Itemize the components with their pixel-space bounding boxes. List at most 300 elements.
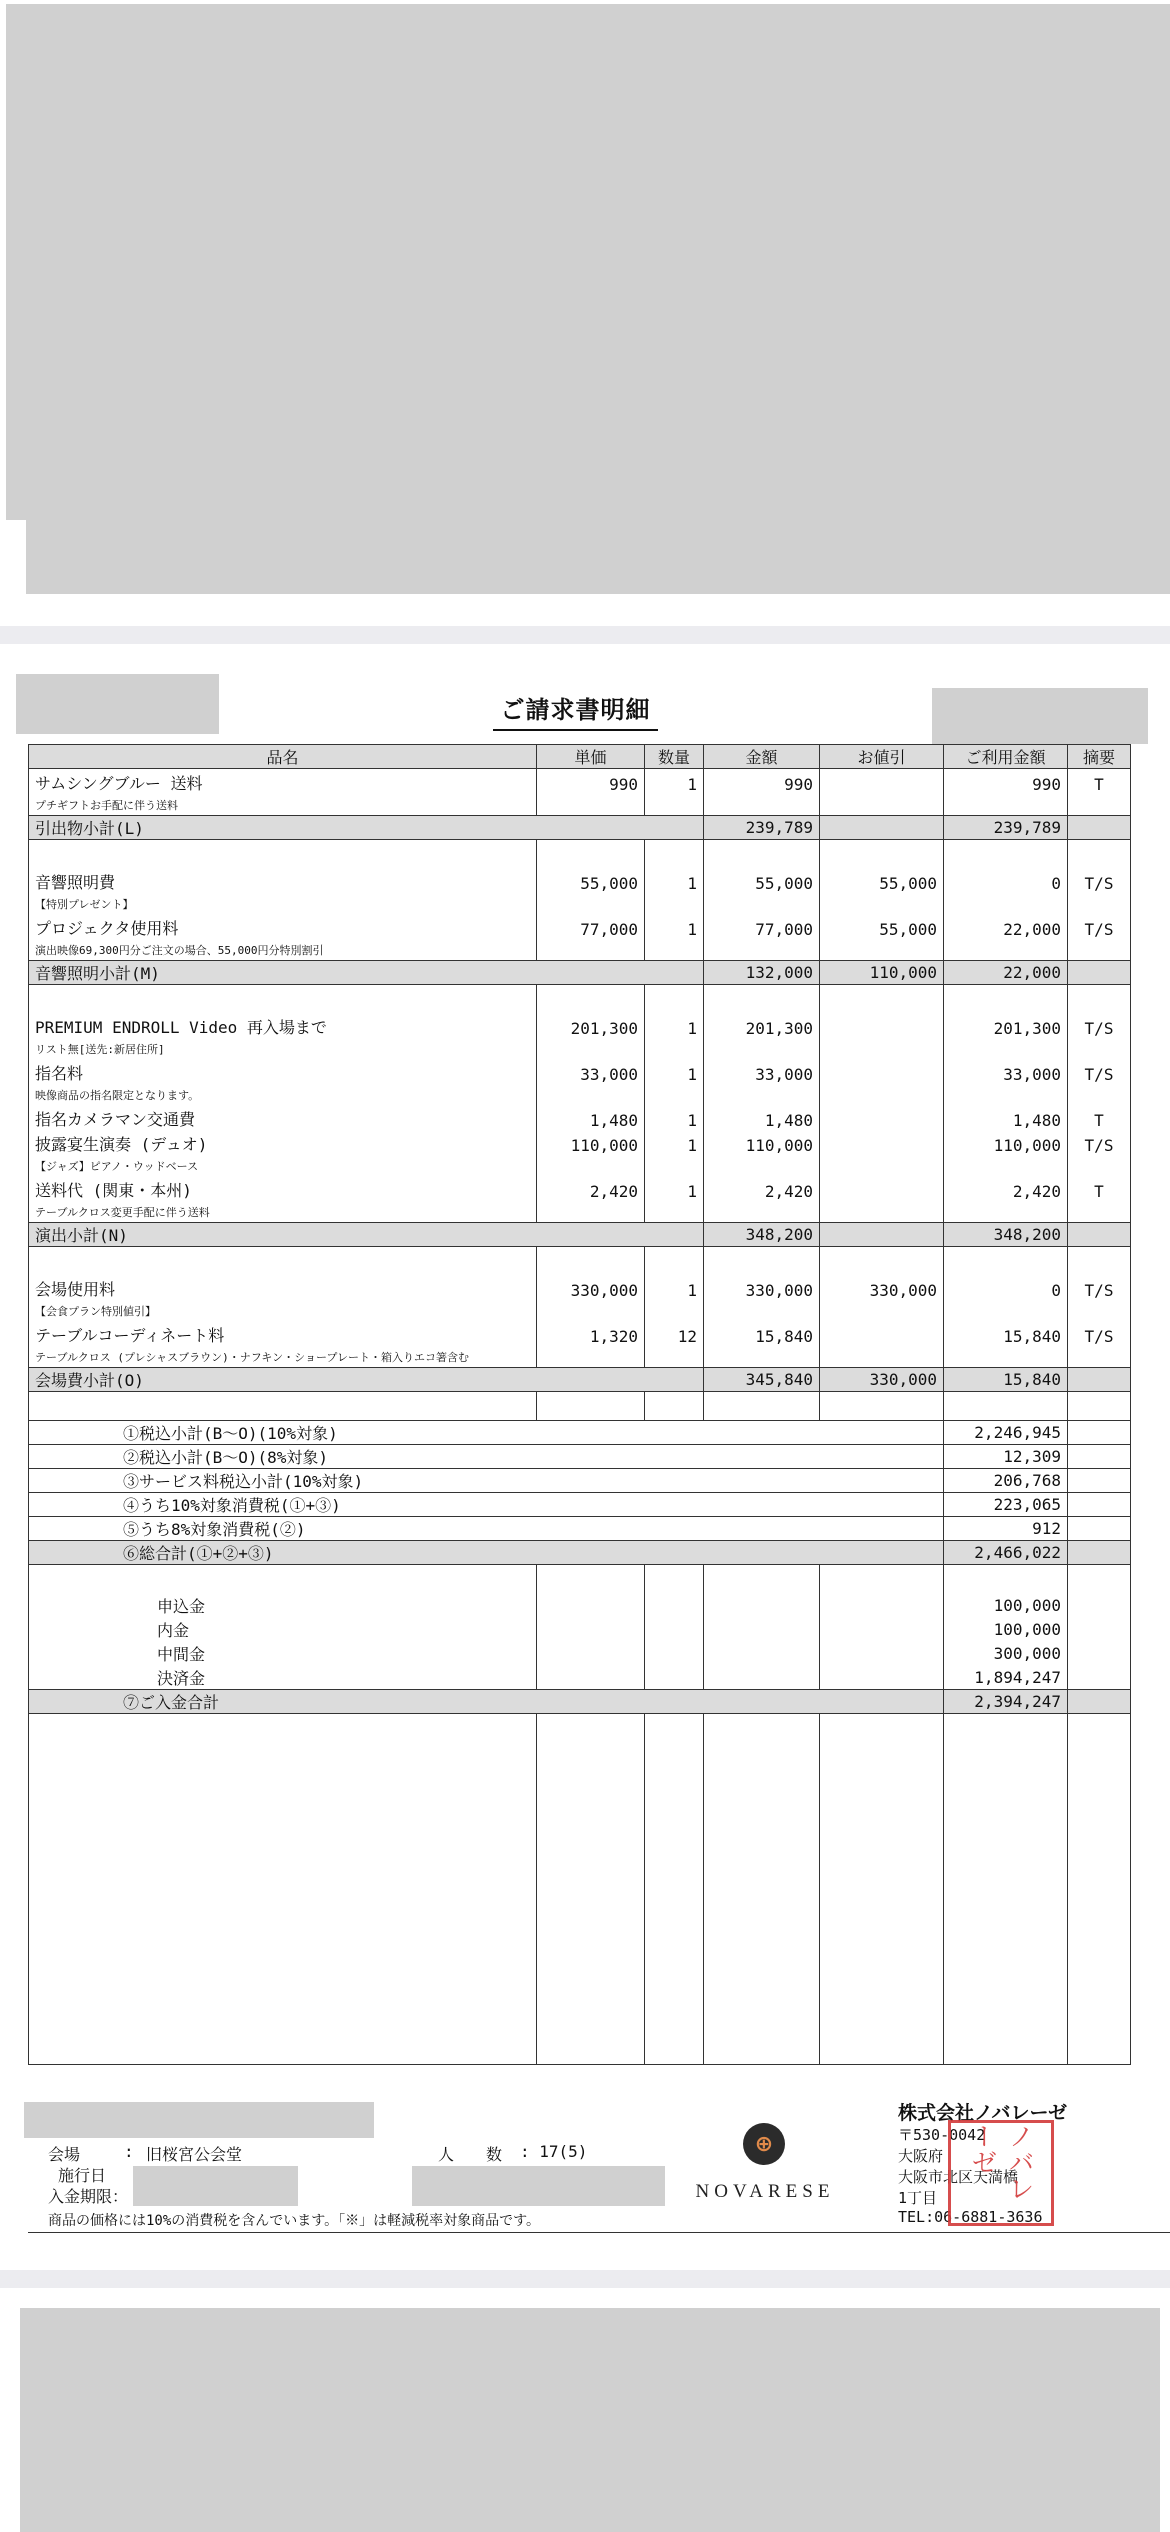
tax-total-row (29, 1541, 1131, 1565)
empty-cell (820, 1617, 944, 1641)
redacted-date (133, 2166, 298, 2206)
empty-cell (944, 1714, 1068, 2065)
venue-colon: : (124, 2142, 134, 2161)
item-note: 演出映像69,300円分ご注文の場合、55,000円分特別割引 (29, 939, 537, 961)
redacted-block-top (6, 4, 1170, 520)
empty-cell (704, 1392, 820, 1421)
item-discount (820, 1176, 944, 1201)
empty-cell (1068, 816, 1131, 840)
item-note: リスト無[送先:新居住所] (29, 1038, 537, 1059)
subtotal-amount: 345,840 (704, 1368, 820, 1392)
item-amount: 990 (704, 769, 820, 795)
item-name: 指名料 (29, 1059, 537, 1084)
due-label: 入金期限： (48, 2187, 129, 2206)
company-seal-stamp: ノバレーゼ (948, 2120, 1054, 2226)
empty-cell (704, 1155, 820, 1176)
empty-cell (1068, 961, 1131, 985)
company-tel: TEL:06-6881-3636 (898, 2208, 1043, 2226)
item-code: T/S (1068, 1013, 1131, 1038)
item-unit-price: 201,300 (537, 1013, 645, 1038)
empty-cell (537, 794, 645, 816)
empty-cell (29, 1714, 537, 2065)
empty-cell (537, 1565, 645, 1594)
empty-cell (537, 1346, 645, 1368)
item-code: T/S (1068, 1275, 1131, 1300)
redacted-block-bottom (20, 2308, 1160, 2532)
empty-cell (704, 1665, 820, 1690)
subtotal-discount: 110,000 (820, 961, 944, 985)
empty-cell (645, 1714, 704, 2065)
footer-rule (28, 2232, 1170, 2233)
empty-cell (820, 985, 944, 1014)
tax-total-value: 223,065 (944, 1493, 1068, 1517)
empty-cell (704, 939, 820, 961)
empty-cell (1068, 1517, 1131, 1541)
empty-cell (645, 1617, 704, 1641)
subtotal-row (29, 1223, 1131, 1247)
empty-cell (1068, 1223, 1131, 1247)
empty-cell (645, 1155, 704, 1176)
line-item-row (29, 868, 1131, 893)
item-note-row (29, 893, 1131, 914)
column-header: お値引 (820, 745, 944, 769)
tax-notice: 商品の価格には10%の消費税を含んでいます。「※」は軽減税率対象商品です。 (48, 2213, 541, 2229)
item-note-row (29, 794, 1131, 816)
subtotal-row (29, 961, 1131, 985)
item-unit-price: 33,000 (537, 1059, 645, 1084)
empty-cell (704, 1346, 820, 1368)
empty-cell (944, 985, 1068, 1014)
item-amount: 330,000 (704, 1275, 820, 1300)
item-quantity: 1 (645, 914, 704, 939)
item-discount (820, 1059, 944, 1084)
payment-total-label: ⑦ご入金合計 (29, 1690, 944, 1714)
item-code: T (1068, 1105, 1131, 1130)
item-total: 0 (944, 1275, 1068, 1300)
subtotal-amount: 348,200 (704, 1223, 820, 1247)
empty-cell (645, 1665, 704, 1690)
empty-cell (944, 1038, 1068, 1059)
venue-label: 会場 (48, 2145, 81, 2164)
tax-total-label: ②税込小計(B～O)(8%対象) (29, 1445, 944, 1469)
empty-cell (1068, 1445, 1131, 1469)
redacted-due (412, 2166, 665, 2206)
payment-value: 1,894,247 (944, 1665, 1068, 1690)
item-amount: 55,000 (704, 868, 820, 893)
item-note-row (29, 1155, 1131, 1176)
empty-cell (820, 1714, 944, 2065)
payment-total-value: 2,394,247 (944, 1690, 1068, 1714)
empty-cell (1068, 1565, 1131, 1594)
item-discount (820, 1013, 944, 1038)
empty-cell (820, 1247, 944, 1276)
empty-cell (537, 1155, 645, 1176)
column-header: 数量 (645, 745, 704, 769)
item-code: T/S (1068, 868, 1131, 893)
item-total: 22,000 (944, 914, 1068, 939)
empty-cell (1068, 1617, 1131, 1641)
subtotal-total: 348,200 (944, 1223, 1068, 1247)
item-note-row (29, 1084, 1131, 1105)
item-name: 音響照明費 (29, 868, 537, 893)
subtotal-label: 会場費小計(O) (29, 1368, 704, 1392)
empty-cell (704, 1641, 820, 1665)
subtotal-label: 音響照明小計(M) (29, 961, 704, 985)
empty-cell (29, 1392, 537, 1421)
invoice-page (0, 650, 1170, 2265)
venue-name: 旧桜宮公会堂 (146, 2145, 243, 2164)
empty-cell (704, 1617, 820, 1641)
subtotal-label: 引出物小計(L) (29, 816, 704, 840)
empty-cell (820, 1641, 944, 1665)
item-discount: 55,000 (820, 868, 944, 893)
empty-cell (704, 1714, 820, 2065)
empty-cell (645, 1300, 704, 1321)
empty-cell (645, 794, 704, 816)
empty-cell (820, 840, 944, 869)
item-quantity: 1 (645, 1059, 704, 1084)
empty-cell (1068, 794, 1131, 816)
item-code: T/S (1068, 914, 1131, 939)
subtotal-discount (820, 816, 944, 840)
empty-cell (944, 1201, 1068, 1223)
empty-cell (645, 1084, 704, 1105)
payment-row (29, 1641, 1131, 1665)
empty-cell (645, 1392, 704, 1421)
item-amount: 77,000 (704, 914, 820, 939)
item-discount (820, 1105, 944, 1130)
subtotal-total: 239,789 (944, 816, 1068, 840)
item-total: 2,420 (944, 1176, 1068, 1201)
empty-cell (944, 794, 1068, 816)
tax-total-value: 912 (944, 1517, 1068, 1541)
item-total: 1,480 (944, 1105, 1068, 1130)
empty-cell (1068, 1247, 1131, 1276)
item-name: 披露宴生演奏 (デュオ) (29, 1130, 537, 1155)
line-item-row (29, 1321, 1131, 1346)
tax-total-row (29, 1517, 1131, 1541)
subtotal-row (29, 816, 1131, 840)
empty-cell (1068, 1368, 1131, 1392)
redacted-customer-block (16, 674, 219, 734)
item-quantity: 1 (645, 1275, 704, 1300)
empty-cell (704, 1593, 820, 1617)
line-item-row (29, 1130, 1131, 1155)
item-total: 990 (944, 769, 1068, 795)
empty-cell (29, 840, 537, 869)
company-address-2: 大阪市北区天満橋 (898, 2168, 1019, 2186)
payment-label: 申込金 (29, 1593, 537, 1617)
line-item-row (29, 914, 1131, 939)
page-separator-bottom (0, 2270, 1170, 2288)
subtotal-amount: 239,789 (704, 816, 820, 840)
company-name: 株式会社ノバレーゼ (898, 2102, 1068, 2124)
empty-cell (537, 1593, 645, 1617)
empty-cell (537, 985, 645, 1014)
empty-cell (537, 939, 645, 961)
subtotal-discount (820, 1223, 944, 1247)
empty-cell (1068, 1493, 1131, 1517)
empty-cell (704, 1300, 820, 1321)
empty-cell (537, 893, 645, 914)
item-code: T/S (1068, 1321, 1131, 1346)
empty-cell (944, 1084, 1068, 1105)
tax-total-label: ③サービス料税込小計(10%対象) (29, 1469, 944, 1493)
column-header: 摘要 (1068, 745, 1131, 769)
invoice-title: ご請求書明細 (493, 690, 658, 731)
payment-value: 100,000 (944, 1593, 1068, 1617)
item-note: テーブルクロス (プレシャスブラウン)・ナフキン・ショープレート・箱入りエコ箸含む (29, 1346, 537, 1368)
empty-cell (645, 1641, 704, 1665)
item-code: T/S (1068, 1130, 1131, 1155)
empty-cell (1068, 1201, 1131, 1223)
subtotal-total: 22,000 (944, 961, 1068, 985)
empty-cell (1068, 1714, 1131, 2065)
payment-value: 300,000 (944, 1641, 1068, 1665)
invoice-table (28, 744, 1131, 2065)
tax-total-value: 2,246,945 (944, 1421, 1068, 1445)
redacted-number-block (932, 688, 1148, 744)
payment-row (29, 1593, 1131, 1617)
item-total: 33,000 (944, 1059, 1068, 1084)
item-name: サムシングブルー 送料 (29, 769, 537, 795)
item-quantity: 1 (645, 1105, 704, 1130)
empty-cell (820, 1665, 944, 1690)
payment-value: 100,000 (944, 1617, 1068, 1641)
empty-cell (537, 1201, 645, 1223)
tax-total-label: ④うち10%対象消費税(①+③) (29, 1493, 944, 1517)
blank-row (29, 985, 1131, 1014)
empty-cell (537, 840, 645, 869)
tax-total-value: 12,309 (944, 1445, 1068, 1469)
empty-cell (1068, 1392, 1131, 1421)
empty-cell (537, 1641, 645, 1665)
item-amount: 2,420 (704, 1176, 820, 1201)
item-total: 110,000 (944, 1130, 1068, 1155)
line-item-row (29, 1059, 1131, 1084)
item-total: 201,300 (944, 1013, 1068, 1038)
item-note-row (29, 1300, 1131, 1321)
empty-cell (944, 1155, 1068, 1176)
line-item-row (29, 1176, 1131, 1201)
payment-row (29, 1665, 1131, 1690)
empty-cell (1068, 1038, 1131, 1059)
empty-cell (645, 840, 704, 869)
empty-cell (704, 1565, 820, 1594)
item-total: 0 (944, 868, 1068, 893)
empty-cell (704, 985, 820, 1014)
subtotal-total: 15,840 (944, 1368, 1068, 1392)
item-unit-price: 330,000 (537, 1275, 645, 1300)
empty-cell (645, 985, 704, 1014)
empty-cell (645, 1201, 704, 1223)
empty-cell (1068, 985, 1131, 1014)
empty-cell (944, 1392, 1068, 1421)
item-quantity: 1 (645, 1176, 704, 1201)
column-header: 単価 (537, 745, 645, 769)
empty-cell (1068, 939, 1131, 961)
empty-cell (645, 1565, 704, 1594)
redacted-footer-block (24, 2102, 374, 2138)
item-name: PREMIUM ENDROLL Video 再入場まで (29, 1013, 537, 1038)
item-unit-price: 55,000 (537, 868, 645, 893)
empty-cell (537, 1300, 645, 1321)
empty-cell (29, 985, 537, 1014)
company-address-3: 1丁目 (898, 2189, 938, 2207)
tax-total-row (29, 1445, 1131, 1469)
line-item-row (29, 1105, 1131, 1130)
empty-cell (1068, 893, 1131, 914)
empty-cell (944, 939, 1068, 961)
item-unit-price: 1,320 (537, 1321, 645, 1346)
item-discount (820, 1321, 944, 1346)
table-body (29, 769, 1131, 2065)
empty-cell (537, 1038, 645, 1059)
tax-total-label: ①税込小計(B～O)(10%対象) (29, 1421, 944, 1445)
empty-cell (645, 1247, 704, 1276)
item-discount: 55,000 (820, 914, 944, 939)
empty-cell (645, 1346, 704, 1368)
item-amount: 1,480 (704, 1105, 820, 1130)
tax-total-value: 2,466,022 (944, 1541, 1068, 1565)
item-amount: 33,000 (704, 1059, 820, 1084)
tax-total-label: ⑤うち8%対象消費税(②) (29, 1517, 944, 1541)
empty-cell (820, 1155, 944, 1176)
payment-total-row (29, 1690, 1131, 1714)
empty-cell (1068, 1469, 1131, 1493)
empty-cell (1068, 840, 1131, 869)
empty-cell (820, 1201, 944, 1223)
payment-row (29, 1617, 1131, 1641)
item-note-row (29, 1038, 1131, 1059)
tax-total-row (29, 1493, 1131, 1517)
item-unit-price: 1,480 (537, 1105, 645, 1130)
item-unit-price: 110,000 (537, 1130, 645, 1155)
date-label: 施行日 (58, 2166, 107, 2185)
empty-cell (820, 1038, 944, 1059)
empty-cell (1068, 1346, 1131, 1368)
tax-total-row (29, 1421, 1131, 1445)
empty-cell (704, 840, 820, 869)
empty-cell (645, 1038, 704, 1059)
item-discount (820, 769, 944, 795)
table-header (29, 745, 1131, 769)
line-item-row (29, 1013, 1131, 1038)
blank-row (29, 1714, 1131, 2065)
item-discount: 330,000 (820, 1275, 944, 1300)
item-unit-price: 77,000 (537, 914, 645, 939)
line-item-row (29, 1275, 1131, 1300)
item-unit-price: 2,420 (537, 1176, 645, 1201)
empty-cell (944, 1346, 1068, 1368)
blank-row (29, 1392, 1131, 1421)
empty-cell (537, 1392, 645, 1421)
item-quantity: 1 (645, 1130, 704, 1155)
empty-cell (537, 1247, 645, 1276)
subtotal-amount: 132,000 (704, 961, 820, 985)
item-note: 【ジャズ】ピアノ・ウッドベース (29, 1155, 537, 1176)
item-quantity: 1 (645, 1013, 704, 1038)
brand-name: NOVARESE (695, 2181, 835, 2202)
empty-cell (1068, 1421, 1131, 1445)
column-header: 品名 (29, 745, 537, 769)
company-address-1: 大阪府 (898, 2147, 944, 2165)
empty-cell (537, 1714, 645, 2065)
item-name: プロジェクタ使用料 (29, 914, 537, 939)
empty-cell (704, 794, 820, 816)
item-name: 指名カメラマン交通費 (29, 1105, 537, 1130)
empty-cell (29, 1247, 537, 1276)
item-quantity: 1 (645, 769, 704, 795)
empty-cell (704, 1038, 820, 1059)
item-amount: 15,840 (704, 1321, 820, 1346)
empty-cell (537, 1617, 645, 1641)
empty-cell (1068, 1541, 1131, 1565)
empty-cell (1068, 1593, 1131, 1617)
item-note-row (29, 1346, 1131, 1368)
subtotal-row (29, 1368, 1131, 1392)
empty-cell (944, 840, 1068, 869)
item-note: 【特別プレゼント】 (29, 893, 537, 914)
item-note: 映像商品の指名限定となります。 (29, 1084, 537, 1105)
item-code: T (1068, 769, 1131, 795)
empty-cell (1068, 1665, 1131, 1690)
tax-total-label: ⑥総合計(①+②+③) (29, 1541, 944, 1565)
item-note: 【会食プラン特別値引】 (29, 1300, 537, 1321)
empty-cell (820, 1300, 944, 1321)
subtotal-label: 演出小計(N) (29, 1223, 704, 1247)
item-quantity: 1 (645, 868, 704, 893)
empty-cell (645, 1593, 704, 1617)
empty-cell (820, 1346, 944, 1368)
item-note-row (29, 939, 1131, 961)
empty-cell (820, 893, 944, 914)
item-amount: 110,000 (704, 1130, 820, 1155)
people-label: 人 数 (438, 2145, 503, 2164)
payment-label: 内金 (29, 1617, 537, 1641)
empty-cell (944, 1300, 1068, 1321)
empty-cell (820, 1084, 944, 1105)
item-discount (820, 1130, 944, 1155)
empty-cell (1068, 1084, 1131, 1105)
blank-row (29, 1247, 1131, 1276)
empty-cell (820, 1593, 944, 1617)
empty-cell (820, 939, 944, 961)
item-code: T (1068, 1176, 1131, 1201)
empty-cell (1068, 1155, 1131, 1176)
people-count: : 17(5) (520, 2142, 588, 2161)
item-unit-price: 990 (537, 769, 645, 795)
item-note-row (29, 1201, 1131, 1223)
empty-cell (537, 1665, 645, 1690)
subtotal-discount: 330,000 (820, 1368, 944, 1392)
empty-cell (704, 1201, 820, 1223)
empty-cell (820, 794, 944, 816)
empty-cell (29, 1565, 537, 1594)
tax-total-value: 206,768 (944, 1469, 1068, 1493)
item-note: テーブルクロス変更手配に伴う送料 (29, 1201, 537, 1223)
blank-row (29, 840, 1131, 869)
item-quantity: 12 (645, 1321, 704, 1346)
novarese-logo-icon: ⊕ (743, 2123, 785, 2165)
empty-cell (1068, 1641, 1131, 1665)
empty-cell (820, 1565, 944, 1594)
page-separator-top (0, 626, 1170, 644)
empty-cell (645, 893, 704, 914)
item-code: T/S (1068, 1059, 1131, 1084)
item-name: 会場使用料 (29, 1275, 537, 1300)
header-row (29, 745, 1131, 769)
